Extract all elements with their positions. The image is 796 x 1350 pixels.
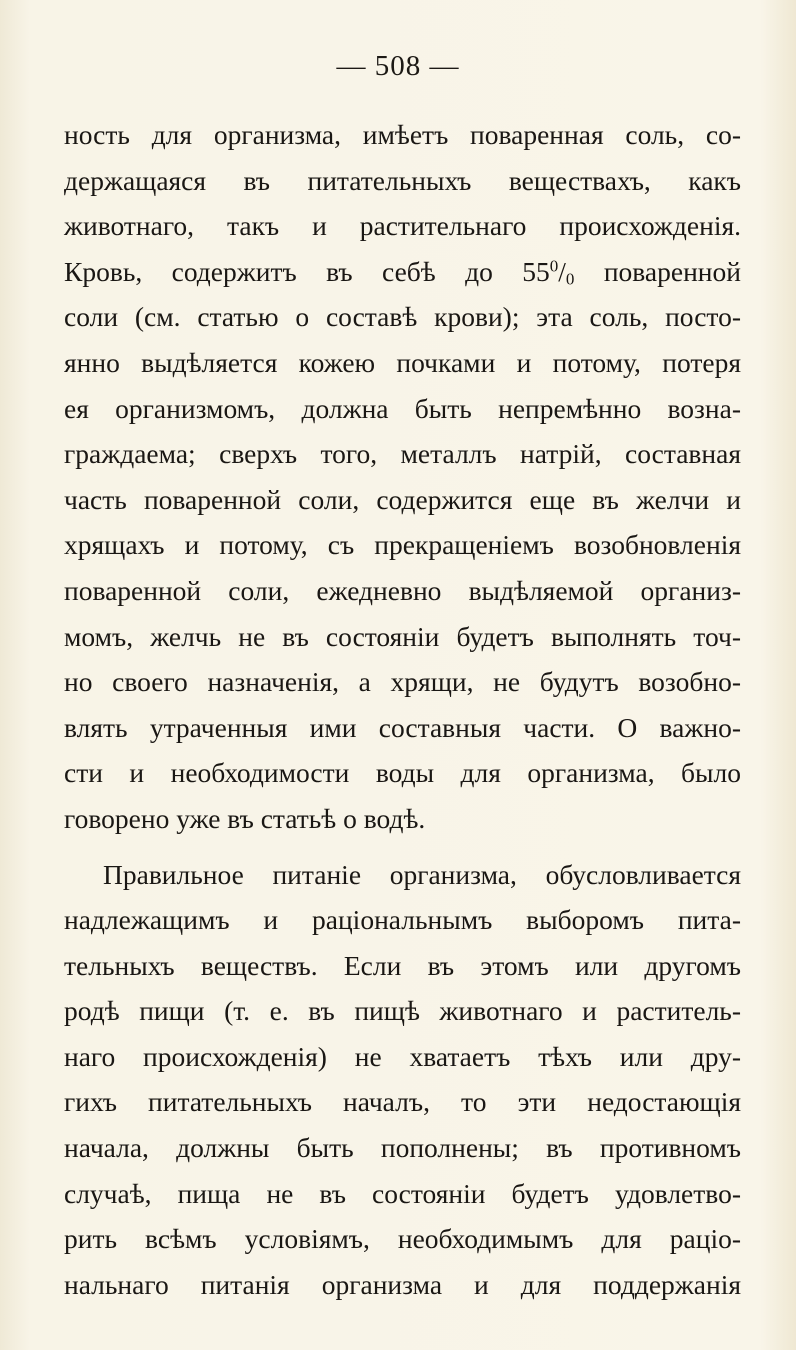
text-line: хрящахъ и потому, съ прекращеніемъ возобновленія — [64, 529, 741, 561]
text-line: ность для организма, имѣетъ поваренная соль, со- — [64, 119, 741, 150]
percent-sign-bottom: 0 — [565, 269, 575, 289]
text-line-with-percent — [64, 249, 741, 295]
percent-sign-slash: / — [558, 255, 566, 287]
text-line: надлежащимъ и раціональнымъ выборомъ пита- — [64, 904, 741, 936]
text-line: гихъ питательныхъ началъ, то эти недостающія — [64, 1086, 741, 1118]
text-segment: Кровь, содержитъ въ себѣ до 55 — [64, 255, 550, 287]
text-line: рить всѣмъ условіямъ, необходимымъ для раціо- — [64, 1223, 741, 1255]
text-line: момъ, желчь не въ состояніи будетъ выполнять точ- — [64, 620, 741, 652]
text-line: но своего назначенія, а хрящи, не будутъ возобно- — [64, 666, 741, 698]
percent-sign-top: 0 — [549, 256, 559, 276]
text-line: нальнаго питанія организма и для поддержанія — [64, 1268, 741, 1300]
text-line: случаѣ, пища не въ состояніи будетъ удовлетво- — [64, 1177, 741, 1209]
text-line: держащаяся въ питательныхъ веществахъ, какъ — [64, 164, 741, 196]
page-number: — 508 — — [336, 50, 460, 82]
text-line: влять утраченныя ими составныя части. О важно- — [64, 711, 741, 743]
text-line: говорено уже въ статьѣ о водѣ. — [64, 802, 426, 834]
text-line: граждаема; сверхъ того, металлъ натрій, составная — [64, 438, 741, 470]
text-line: поваренной соли, ежедневно выдѣляемой организ- — [64, 574, 741, 606]
text-line: янно выдѣляется кожею почками и потому, потеря — [64, 346, 741, 378]
text-line: тельныхъ веществъ. Если въ этомъ или другомъ — [64, 949, 741, 981]
text-segment: поваренной — [574, 255, 741, 287]
text-line: Правильное питаніе организма, обусловливается — [103, 858, 741, 890]
body-text — [64, 112, 741, 1307]
paragraph — [64, 112, 741, 842]
text-line: начала, должны быть пополнены; въ противномъ — [64, 1132, 741, 1164]
text-line: родѣ пищи (т. е. въ пищѣ животнаго и раститель- — [64, 995, 741, 1027]
text-line: соли (см. статью о составѣ крови); эта соль, посто- — [64, 301, 741, 333]
text-line: животнаго, такъ и растительнаго происхожденія. — [64, 210, 741, 242]
text-line: наго происхожденія) не хватаетъ тѣхъ или дру- — [64, 1040, 741, 1072]
paragraph-gap — [64, 842, 741, 852]
text-line: ея организмомъ, должна быть непремѣнно возна- — [64, 392, 741, 424]
text-line: часть поваренной соли, содержится еще въ желчи и — [64, 483, 741, 515]
text-line: сти и необходимости воды для организма, было — [64, 757, 741, 789]
paragraph — [64, 852, 741, 1308]
